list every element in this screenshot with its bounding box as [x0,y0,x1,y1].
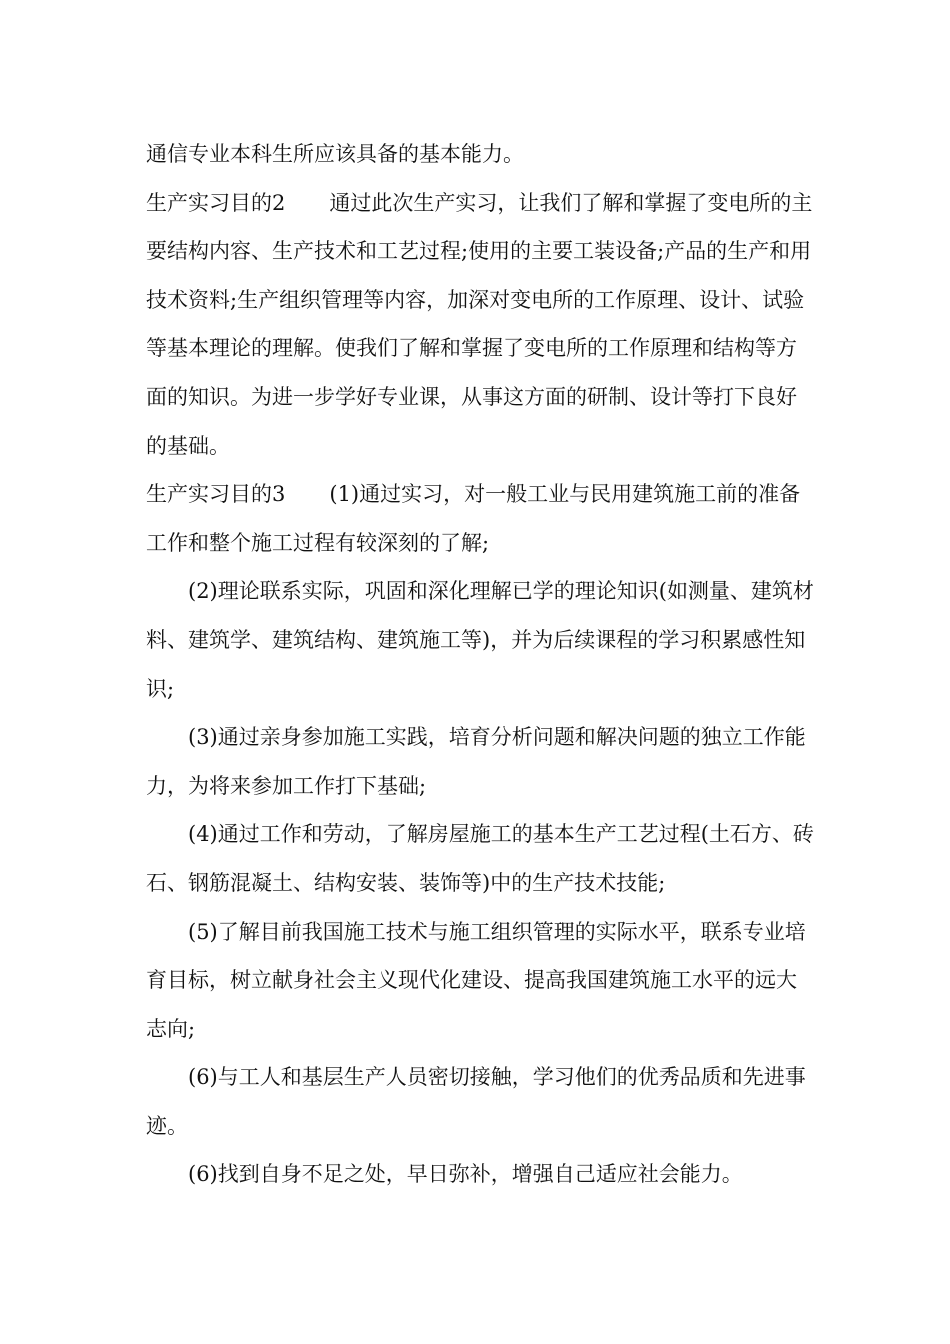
paragraph-text: 通信专业本科生所应该具备的基本能力。 [146,142,524,166]
paragraph-text: 通过此次生产实习，让我们了解和掌握了变电所的主要结构内容、生产技术和工艺过程;使用的主要工装设备;产品的生产和用技术资料;生产组织管理等内容，加深对变电所的工作原理、设计、试验等基本理论的理解。使我们了解和掌握了变电所的工作原理和结构等方面的知识。为进一步学好专业课，从事这方面的研制、设计等打下良好的基础。 [146,190,813,458]
paragraph-item-2 [146,567,816,713]
document-body [146,130,816,1199]
paragraph-text: (6)找到自身不足之处，早日弥补，增强自己适应社会能力。 [188,1162,743,1187]
paragraph-item-6b [146,1150,816,1199]
paragraph-text: (2)理论联系实际，巩固和深化理解已学的理论知识(如测量、建筑材料、建筑学、建筑结构、建筑施工等)，并为后续课程的学习积累感性知识; [146,579,814,701]
paragraph-text: (1)通过实习，对一般工业与民用建筑施工前的准备工作和整个施工过程有较深刻的了解; [146,482,801,555]
paragraph-item-4 [146,810,816,907]
paragraph-text: (5)了解目前我国施工技术与施工组织管理的实际水平，联系专业培育目标，树立献身社会主义现代化建设、提高我国建筑施工水平的远大志向; [146,919,806,1041]
paragraph-purpose-2 [146,179,816,471]
paragraph-text: (4)通过工作和劳动，了解房屋施工的基本生产工艺过程(土石方、砖石、钢筋混凝土、结构安装、装饰等)中的生产技术技能; [146,822,814,895]
paragraph-text: (6)与工人和基层生产人员密切接触，学习他们的优秀品质和先进事迹。 [146,1065,806,1138]
paragraph-item-5 [146,908,816,1054]
paragraph-heading: 生产实习目的3 [146,482,286,507]
paragraph-item-3 [146,713,816,810]
paragraph-heading: 生产实习目的2 [146,190,286,215]
paragraph-text: (3)通过亲身参加施工实践，培育分析问题和解决问题的独立工作能力，为将来参加工作打下基础; [146,725,806,798]
paragraph-intro-tail [146,130,816,179]
paragraph-item-6a [146,1053,816,1150]
paragraph-purpose-3 [146,470,816,567]
